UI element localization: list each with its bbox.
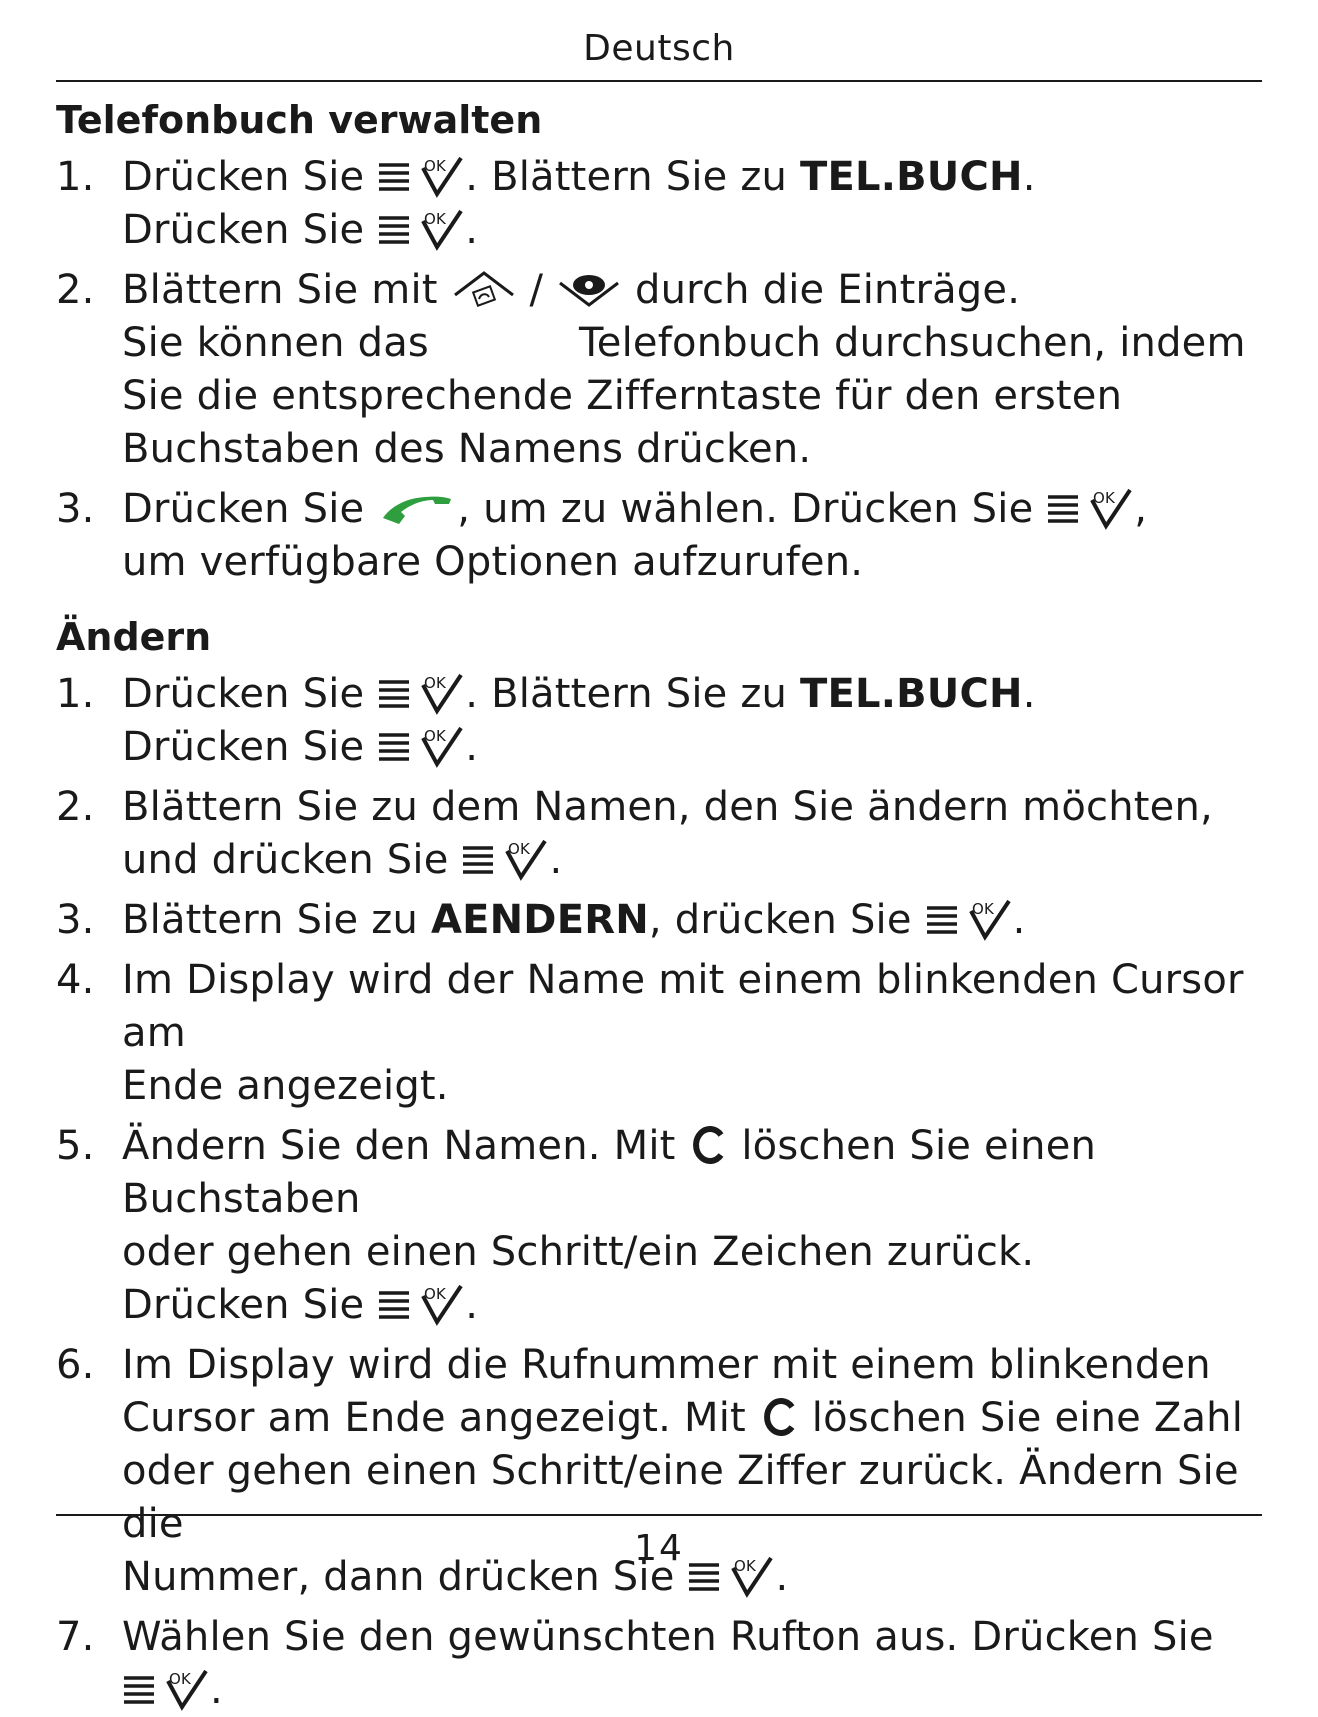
list-item (56, 1611, 1266, 1717)
footer-divider (56, 1514, 1262, 1516)
step-text: Blättern Sie zu dem Namen, den Sie ändern möchten, (122, 784, 1213, 830)
step-number: 4. (56, 957, 95, 1003)
list-item (56, 894, 1266, 947)
step-text: Drücken Sie (122, 486, 365, 532)
menu-ok-key-icon (1046, 486, 1134, 530)
step-number: 3. (56, 486, 95, 532)
menu-ok-key-icon (377, 724, 465, 768)
step-text: . Blättern Sie zu (465, 154, 788, 200)
list-item (56, 668, 1266, 774)
step-text: Blättern Sie zu (122, 897, 419, 943)
step-text: Wählen Sie den gewünschten Rufton aus. Drücken Sie (122, 1614, 1214, 1660)
manage-phonebook-steps (56, 151, 1266, 589)
menu-ok-key-icon (122, 1667, 210, 1711)
step-number: 6. (56, 1342, 95, 1388)
step-text: , um zu wählen. Drücken Sie (457, 486, 1034, 532)
up-phonebook-key-icon (451, 267, 517, 311)
step-text: Ende angezeigt. (122, 1063, 449, 1109)
step-text: oder gehen einen Schritt/eine Ziffer zurück. Ändern Sie die (122, 1448, 1239, 1547)
step-number: 2. (56, 267, 95, 313)
step-number: 5. (56, 1123, 95, 1169)
step-text: Telefonbuch durchsuchen, indem (578, 320, 1246, 366)
list-item (56, 954, 1266, 1113)
step-text: / (529, 267, 544, 313)
step-text: . (465, 724, 479, 770)
page-number: 14 (634, 1528, 684, 1569)
list-item (56, 151, 1266, 257)
step-text: Nummer, dann drücken Sie (122, 1554, 675, 1600)
step-text: Blättern Sie mit (122, 267, 438, 313)
step-text: Drücken Sie (122, 724, 365, 770)
clear-c-key-icon (688, 1123, 728, 1167)
step-number: 3. (56, 897, 95, 943)
step-text: . (210, 1667, 223, 1713)
step-text: Drücken Sie (122, 1282, 365, 1328)
menu-keyword-telbuch: TEL.BUCH (800, 671, 1023, 717)
menu-keyword-aendern: AENDERN (430, 897, 649, 943)
step-text: . (465, 1282, 479, 1328)
step-text: Buchstaben des Namens drücken. (122, 426, 812, 472)
step-text: Sie die entsprechende Zifferntaste für den ersten (122, 373, 1123, 419)
menu-ok-key-icon (377, 1282, 465, 1326)
call-key-icon (377, 488, 457, 528)
header-divider (56, 80, 1262, 82)
step-text: Drücken Sie (122, 671, 365, 717)
step-number: 1. (56, 154, 95, 200)
step-text: löschen Sie einen Buchstaben (122, 1123, 1097, 1222)
list-item (56, 781, 1266, 887)
step-text: Ändern Sie den Namen. Mit (122, 1123, 676, 1169)
step-text: . (1012, 897, 1026, 943)
step-text: . (1022, 671, 1036, 717)
step-text: Drücken Sie (122, 207, 365, 253)
step-text: Im Display wird die Rufnummer mit einem blinkenden (122, 1342, 1211, 1388)
step-text: und drücken Sie (122, 837, 449, 883)
clear-c-key-icon (759, 1395, 799, 1439)
step-text: . (1022, 154, 1036, 200)
step-text: durch die Einträge. (635, 267, 1021, 313)
step-number: 7. (56, 1614, 95, 1660)
step-text: löschen Sie eine Zahl (811, 1395, 1244, 1441)
page-header-language: Deutsch (583, 28, 735, 69)
step-text: , (1134, 486, 1148, 532)
menu-keyword-telbuch: TEL.BUCH (800, 154, 1023, 200)
step-text: . (775, 1554, 789, 1600)
menu-ok-key-icon (925, 897, 1013, 941)
menu-ok-key-icon (461, 837, 549, 881)
section-title-edit: Ändern (56, 615, 212, 659)
step-number: 1. (56, 671, 95, 717)
section-title-manage-phonebook: Telefonbuch verwalten (56, 98, 543, 142)
step-text: Drücken Sie (122, 154, 365, 200)
step-number: 2. (56, 784, 95, 830)
manual-page-content (56, 96, 1266, 1717)
list-item (56, 264, 1266, 476)
menu-ok-key-icon (377, 154, 465, 198)
step-text: Sie können das (122, 320, 429, 366)
step-text: Cursor am Ende angezeigt. Mit (122, 1395, 746, 1441)
list-item (56, 483, 1266, 589)
step-text: um verfügbare Optionen aufzurufen. (122, 539, 864, 585)
menu-ok-key-icon (377, 671, 465, 715)
step-text: . (465, 207, 479, 253)
step-text: , drücken Sie (648, 897, 912, 943)
step-text: . Blättern Sie zu (465, 671, 788, 717)
step-text: oder gehen einen Schritt/ein Zeichen zurück. (122, 1229, 1035, 1275)
menu-ok-key-icon (377, 207, 465, 251)
list-item (56, 1120, 1266, 1332)
step-text: . (549, 837, 563, 883)
step-text: Im Display wird der Name mit einem blinkenden Cursor am (122, 957, 1244, 1056)
down-eye-key-icon (556, 267, 622, 311)
